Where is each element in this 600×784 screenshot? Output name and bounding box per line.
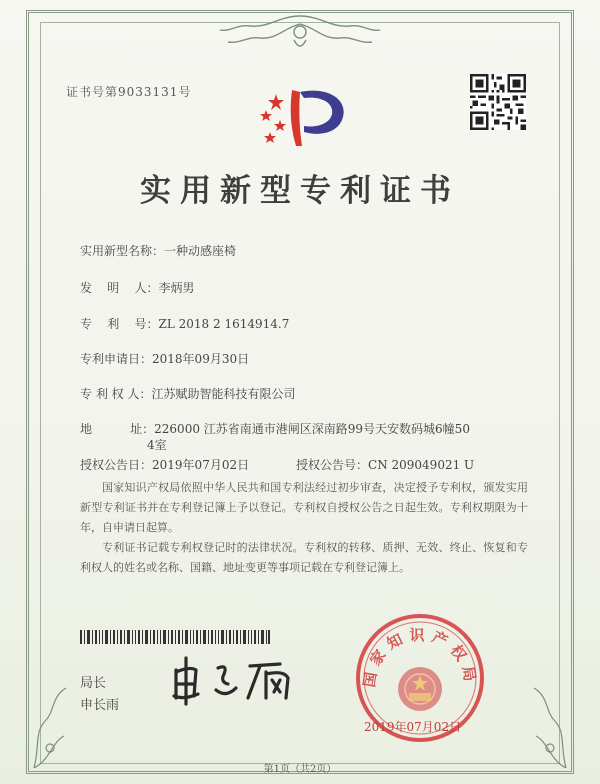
filing-date-value: 2018年09月30日 <box>152 352 250 366</box>
certificate-number: 证书号第9033131号 <box>66 85 192 99</box>
inventor-row <box>80 279 195 296</box>
utility-name-row <box>80 242 236 259</box>
grant-no-label: 授权公告号： <box>296 458 369 472</box>
address-line2: 4室 <box>147 438 167 452</box>
address-line1: 226000 江苏省南通市港闸区深南路99号天安数码城6幢50 <box>154 422 470 436</box>
patentee-value: 江苏赋助智能科技有限公司 <box>151 387 296 401</box>
utility-name-value: 一种动感座椅 <box>164 244 237 258</box>
grant-no-value: CN 209049021 U <box>368 458 475 472</box>
utility-name-label: 实用新型名称： <box>80 244 165 258</box>
seal-text: 国家知识产权局 <box>360 626 480 689</box>
patent-no-value: ZL 2018 2 1614914.7 <box>158 317 290 331</box>
body-paragraph-1: 国家知识产权局依照中华人民共和国专利法经过初步审查，决定授予专利权，颁发实用新型专利证书并在专利登记簿上予以登记。专利权自授权公告之日起生效。专利权期限为十年，自申请日起算。 <box>80 481 528 534</box>
director-name: 申长雨 <box>80 698 120 713</box>
director-title: 局长 <box>80 676 107 691</box>
grant-no-row <box>296 456 474 473</box>
seal-date: 2019年07月02日 <box>364 720 462 734</box>
filing-date-label: 专利申请日： <box>80 352 153 366</box>
patentee-label: 专 利 权 人： <box>80 387 152 401</box>
page-number: 第1页（共2页） <box>263 764 337 775</box>
patentee-row <box>80 385 295 402</box>
handwritten-signature-icon <box>170 652 310 706</box>
grant-date-row <box>80 456 249 473</box>
cnipa-emblem-icon <box>254 80 354 152</box>
barcode-icon <box>80 630 270 644</box>
filing-date-row <box>80 350 249 367</box>
body-paragraph-2: 专利证书记载专利权登记时的法律状况。专利权的转移、质押、无效、终止、恢复和专利权人的姓名或名称、国籍、地址变更等事项记载在专利登记簿上。 <box>80 541 528 574</box>
patent-no-label: 专 利 号： <box>80 317 159 331</box>
grant-date-value: 2019年07月02日 <box>152 458 250 472</box>
inventor-label: 发 明 人： <box>80 281 159 295</box>
top-ornament-icon <box>210 10 390 58</box>
inventor-value: 李炳男 <box>158 281 195 295</box>
certificate-title: 实用新型专利证书 <box>140 173 460 209</box>
patent-no-row <box>80 315 289 332</box>
address-label: 地 址： <box>80 422 155 436</box>
qr-code-icon <box>470 74 526 130</box>
grant-date-label: 授权公告日： <box>80 458 153 472</box>
address-row <box>80 420 470 437</box>
bottom-left-ornament-icon <box>30 676 74 772</box>
bottom-right-ornament-icon <box>526 676 570 772</box>
